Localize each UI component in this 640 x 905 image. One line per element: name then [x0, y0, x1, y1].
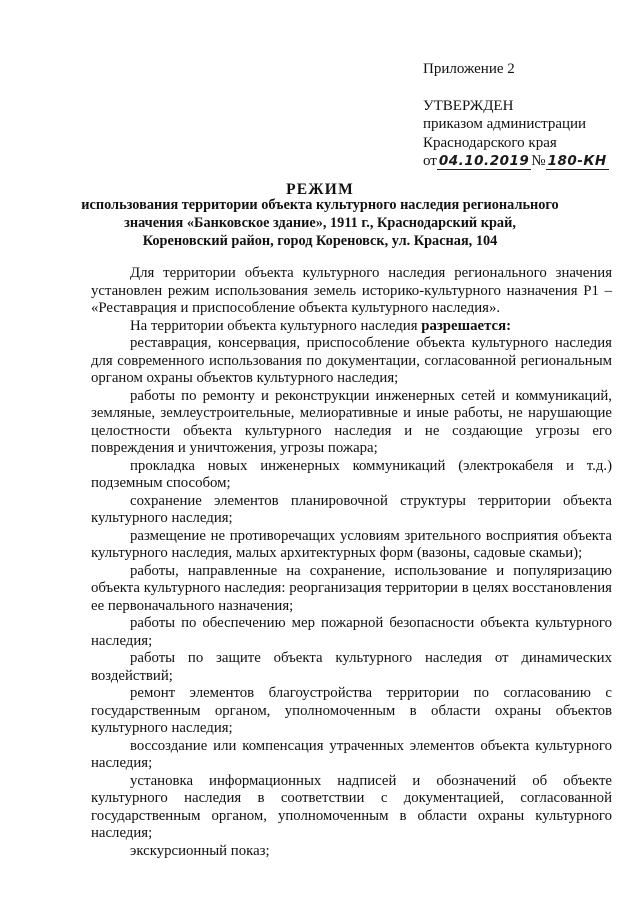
order-line-2: Краснодарского края [423, 134, 557, 151]
order-line-1: приказом администрации [423, 116, 587, 132]
handwritten-number: 180-КН [547, 153, 607, 169]
document-title: РЕЖИМ [286, 181, 354, 198]
intro-paragraph: Для территории объекта культурного наследия регионального значения установлен режим использования земель историко-культурного назначения Р1 – «Реставрация и приспособление объекта культурного наследия». [91, 265, 612, 316]
list-item: реставрация, консервация, приспособление объекта культурного наследия для современного использования по документации, согласованной региональным органом охраны объектов культурного наследия; [91, 335, 612, 386]
number-sign: № [531, 153, 546, 169]
list-item: работы по ремонту и реконструкции инженерных сетей и коммуникаций, земляные, землеустроительные, мелиоративные и иные работы, не нарушающие целостности объекта культурного наследия и не создающие угрозы его повреждения и уничтожения, угрозы пожара; [91, 387, 612, 456]
approval-block [423, 60, 628, 171]
spacer [423, 79, 628, 97]
list-item: установка информационных надписей и обозначений об объекте культурного наследия в соответствии с документацией, согласованной государственным органом, уполномоченным в области охраны культурного наследия; [91, 772, 612, 841]
list-item: ремонт элементов благоустройства территории по согласованию с государственным органом, уполномоченным в области охраны объектов культурного наследия; [91, 685, 612, 736]
list-item: работы по обеспечению мер пожарной безопасности объекта культурного наследия; [91, 615, 612, 649]
document-body [91, 265, 612, 860]
allowed-heading-text: На территории объекта культурного наследия [130, 317, 422, 334]
handwritten-date: 04.10.2019 [438, 153, 530, 169]
list-item: размещение не противоречащих условиям зрительного восприятия объекта культурного наследия, малых архитектурных форм (вазоны, садовые скамьи); [91, 527, 612, 561]
list-item: воссоздание или компенсация утраченных элементов объекта культурного наследия; [91, 737, 612, 771]
list-item: прокладка новых инженерных коммуникаций (электрокабеля и т.д.) подземным способом; [91, 457, 612, 491]
list-item: сохранение элементов планировочной структуры территории объекта культурного наследия; [91, 492, 612, 526]
document-subtitle: использования территории объекта культурного наследия регионального значения «Банковское здание», 1911 г., Краснодарский край, Кореновский район, город Кореновск, ул. Красная, 104 [81, 197, 559, 249]
appendix-label: Приложение 2 [423, 61, 515, 77]
date-prefix: от [423, 153, 437, 169]
list-item: работы по защите объекта культурного наследия от динамических воздействий; [91, 650, 612, 684]
approved-label: УТВЕРЖДЕН [423, 97, 514, 114]
allowed-heading [91, 318, 612, 336]
list-item: экскурсионный показ; [130, 842, 270, 859]
list-item: работы, направленные на сохранение, использование и популяризацию объекта культурного наследия: реорганизация территории в целях восстановления ее первоначального назначения; [91, 562, 612, 614]
order-date-line [423, 152, 628, 171]
allowed-heading-bold: разрешается: [421, 317, 512, 334]
